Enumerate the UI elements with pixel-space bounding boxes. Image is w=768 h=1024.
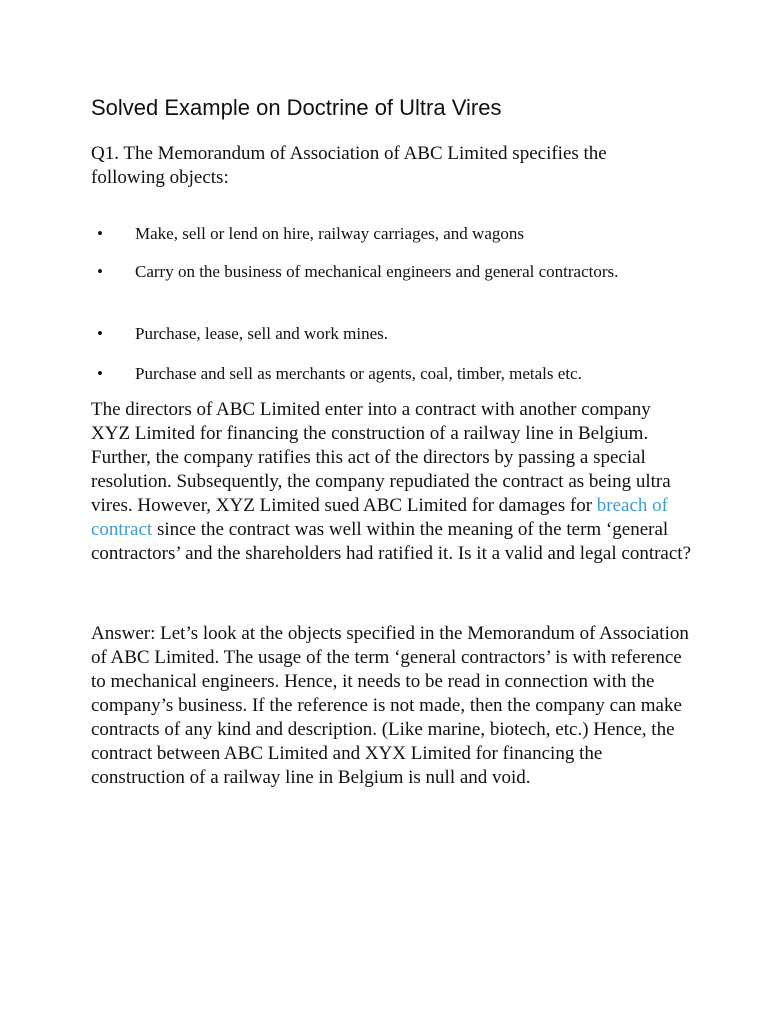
list-item — [91, 260, 691, 322]
paragraph-text: since the contract was well within the meaning of the term ‘general contractors’ and the shareholders had ratified it. Is it a valid and legal contract? — [91, 519, 692, 564]
list-item — [91, 222, 691, 260]
paragraph-text: The directors of ABC Limited enter into a contract with another company XYZ Limited for financing the construction of a railway line in Belgium. Further, the company ratifies this act of the directors by passing a special resolution. Subsequently, the company repudiated the contract as being ultra vires. However, XYZ Limited sued ABC Limited for damages for — [91, 399, 671, 516]
list-item-text: Purchase and sell as merchants or agents, coal, timber, metals etc. — [135, 364, 582, 383]
problem-paragraph — [91, 398, 691, 566]
bullet-icon: • — [97, 224, 103, 243]
bullet-icon: • — [97, 262, 103, 281]
breach-of-contract-link[interactable]: breach of contract — [91, 495, 669, 540]
bullet-icon: • — [97, 324, 103, 343]
page-title: Solved Example on Doctrine of Ultra Vires — [91, 95, 502, 120]
list-item — [91, 322, 691, 362]
answer-paragraph: Answer: Let’s look at the objects specified in the Memorandum of Association of ABC Limited. The usage of the term ‘general contractors’ is with reference to mechanical engineers. Hence, it needs to be read in connection with the company’s business. If the reference is not made, then the company can make contracts of any kind and description. (Like marine, biotech, etc.) Hence, the contract between ABC Limited and XYX Limited for financing the construction of a railway line in Belgium is null and void. — [91, 623, 689, 788]
question-text: Q1. The Memorandum of Association of ABC Limited specifies the following objects: — [91, 143, 607, 188]
objects-list — [91, 222, 691, 386]
list-item-text: Purchase, lease, sell and work mines. — [135, 324, 389, 343]
bullet-icon: • — [97, 364, 103, 383]
list-item — [91, 362, 691, 386]
list-item-text: Make, sell or lend on hire, railway carriages, and wagons — [135, 224, 524, 243]
list-item-text: Carry on the business of mechanical engineers and general contractors. — [135, 262, 619, 281]
